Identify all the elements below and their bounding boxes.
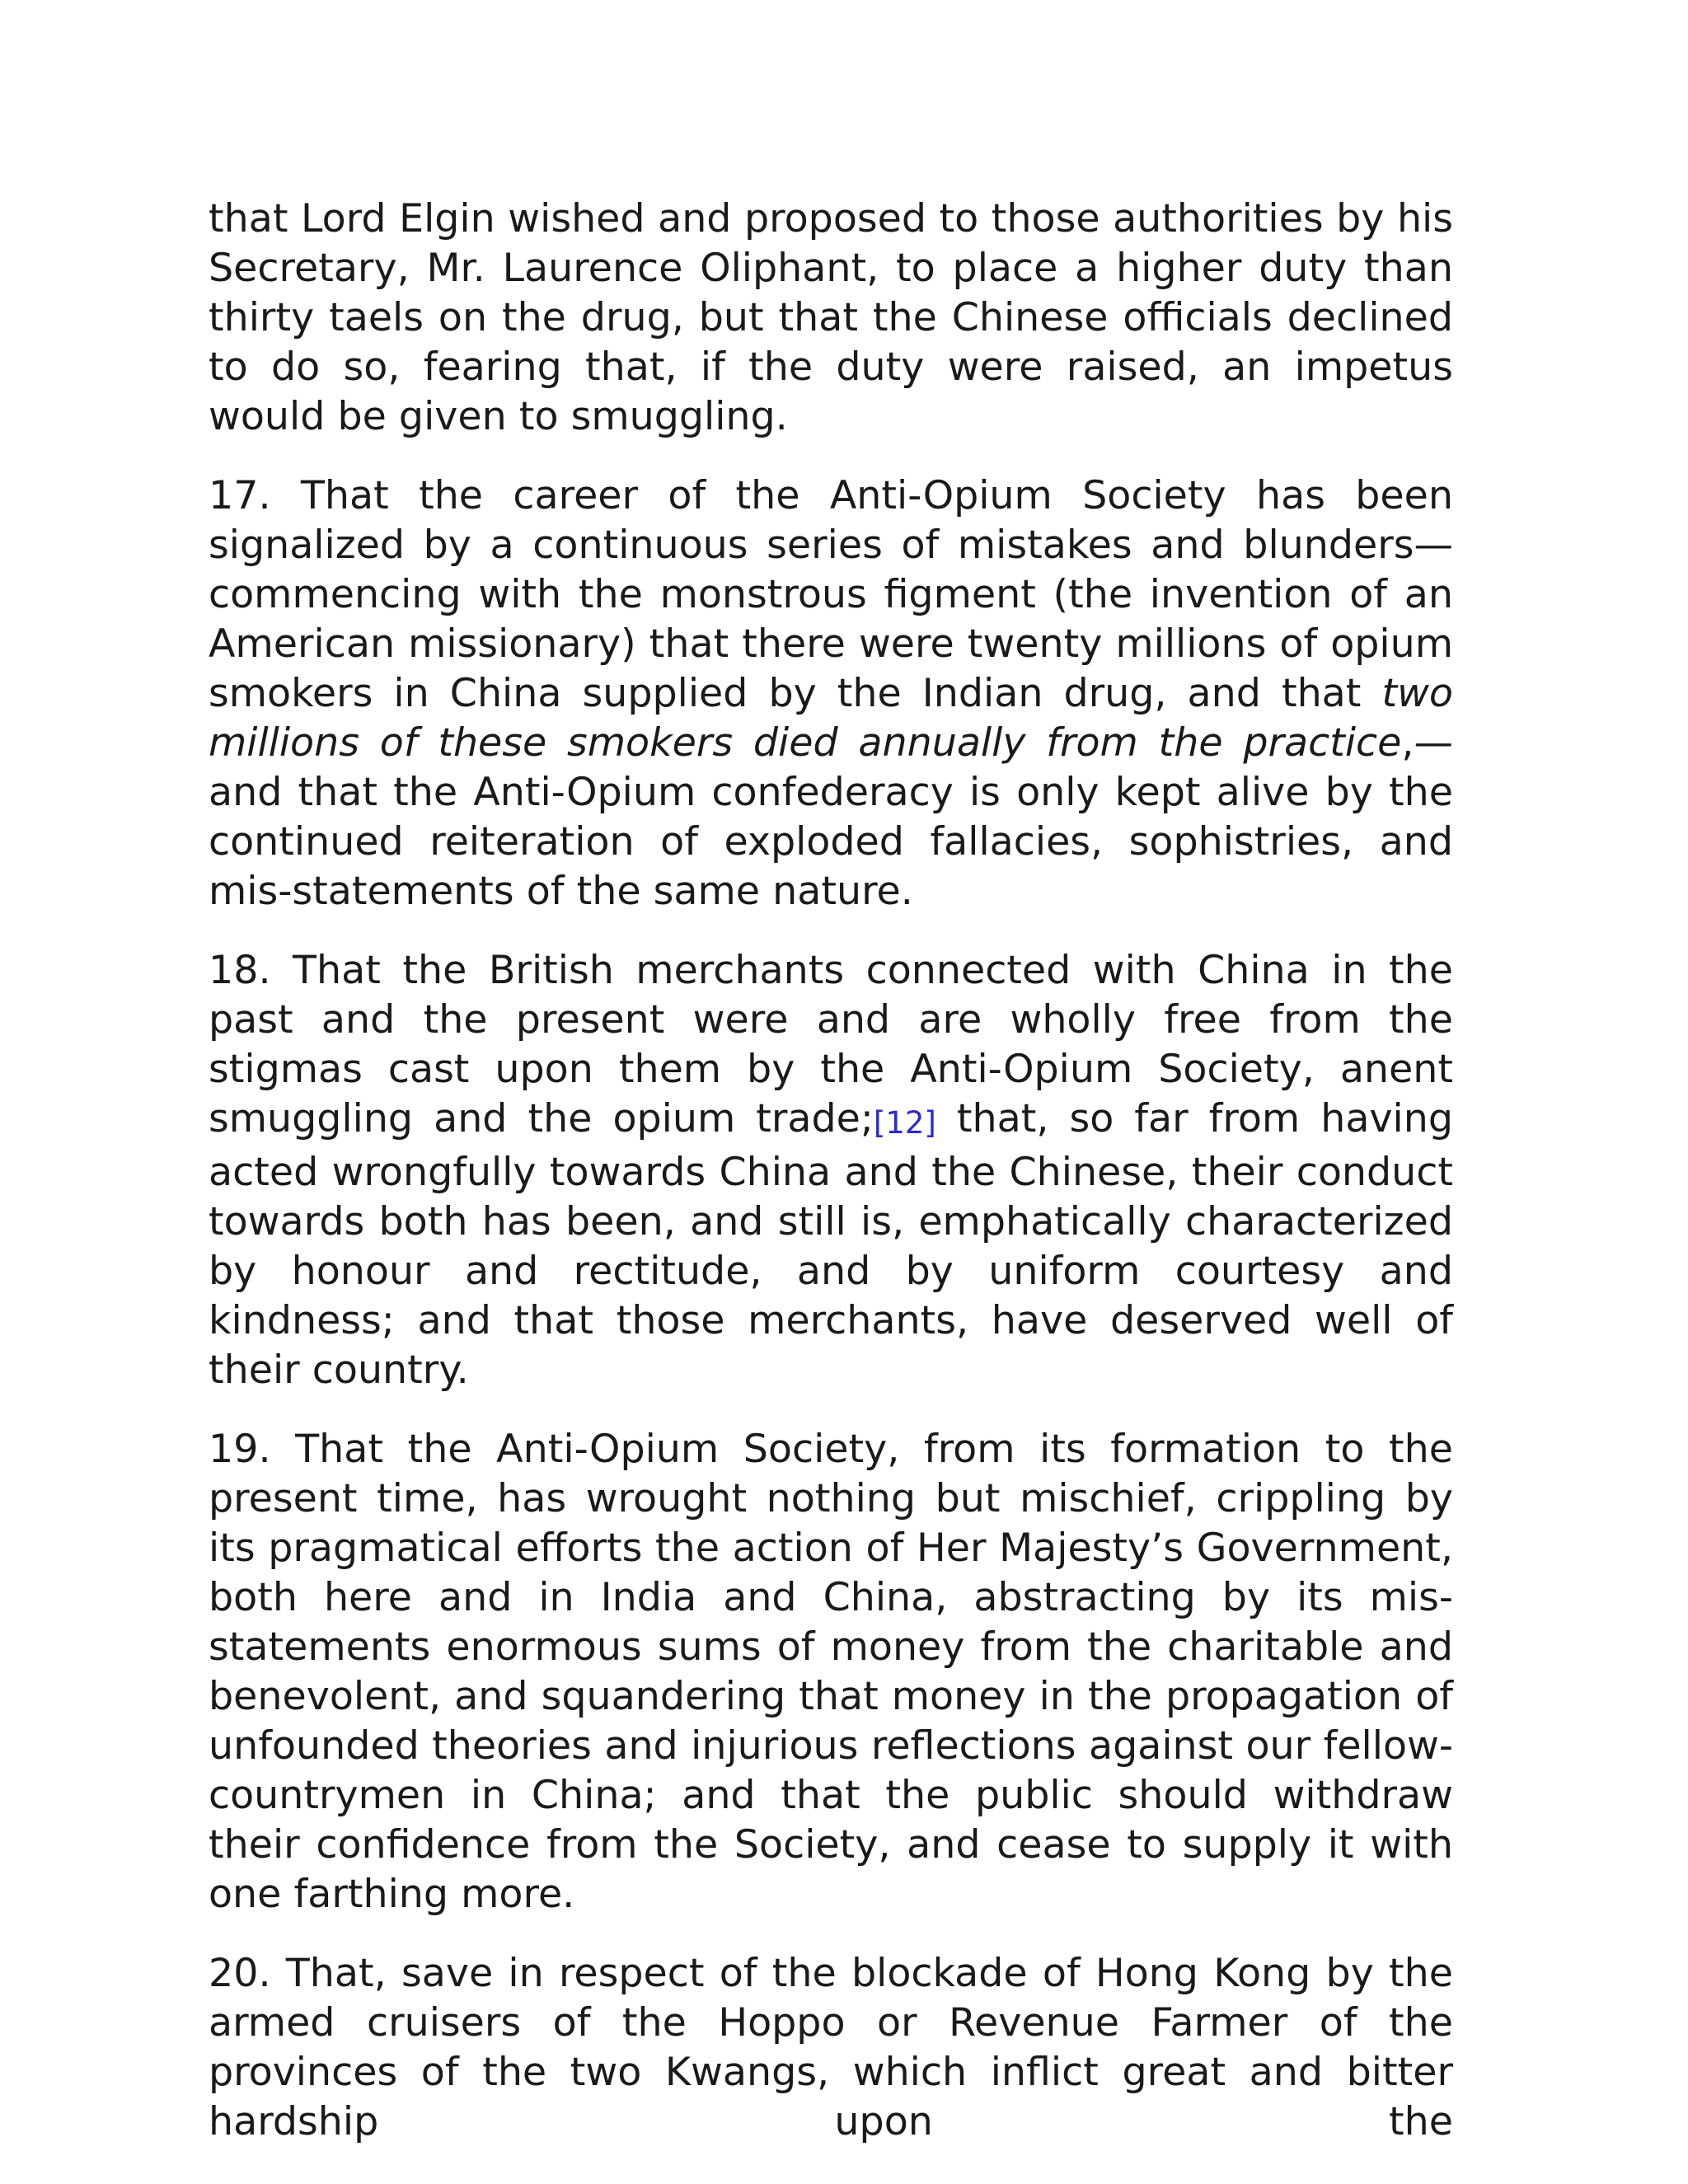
paragraph-18 bbox=[209, 946, 1453, 1395]
paragraph-17 bbox=[209, 471, 1453, 916]
paragraph-17-text-start: 17. That the career of the Anti-Opium Society has been signalized by a continuous series of mistakes and blunders—commencing with the monstrous figment (the invention of an American missionary) that there were twenty millions of opium smokers in China supplied by the Indian drug, and that bbox=[209, 473, 1453, 716]
paragraph-17-text-end: ,—and that the Anti-Opium confederacy is only kept alive by the continued reiteration of exploded fallacies, sophistries, and mis-statements of the same nature. bbox=[209, 720, 1453, 914]
paragraph-19: 19. That the Anti-Opium Society, from its formation to the present time, has wrought nothing but mischief, crippling by its pragmatical efforts the action of Her Majesty’s Government, both here and in India and China, abstracting by its mis-statements enormous sums of money from the charitable and benevolent, and squandering that money in the propagation of unfounded theories and injurious reflections against our fellow-countrymen in China; and that the public should withdraw their confidence from the Society, and cease to supply it with one farthing more. bbox=[209, 1427, 1453, 1917]
paragraph-18-text-end: that, so far from having acted wrongfully towards China and the Chinese, their conduct towards both has been, and still is, emphatically characterized by honour and rectitude, and by uniform courtesy and kindness; and that those merchants, have deserved well of their country. bbox=[209, 1096, 1453, 1393]
paragraph-17-italic-phrase: two millions of these smokers died annually from the practice bbox=[209, 671, 1453, 766]
footnote-link-12[interactable]: [12] bbox=[873, 1105, 936, 1141]
document-body bbox=[209, 194, 1453, 2147]
paragraph-18-text-start: 18. That the British merchants connected with China in the past and the present were and are wholly free from the stigmas cast upon them by the Anti-Opium Society, anent smuggling and the opium trade; bbox=[209, 948, 1453, 1141]
paragraph-continued: that Lord Elgin wished and proposed to those authorities by his Secretary, Mr. Laurence Oliphant, to place a higher duty than thirty taels on the drug, but that the Chinese officials declined to do so, fearing that, if the duty were raised, an impetus would be given to smuggling. bbox=[209, 196, 1453, 439]
paragraph-20: 20. That, save in respect of the blockade of Hong Kong by the armed cruisers of the Hoppo or Revenue Farmer of the provinces of the two Kwangs, which inflict great and bitter hardship upon the bbox=[209, 1951, 1453, 2144]
